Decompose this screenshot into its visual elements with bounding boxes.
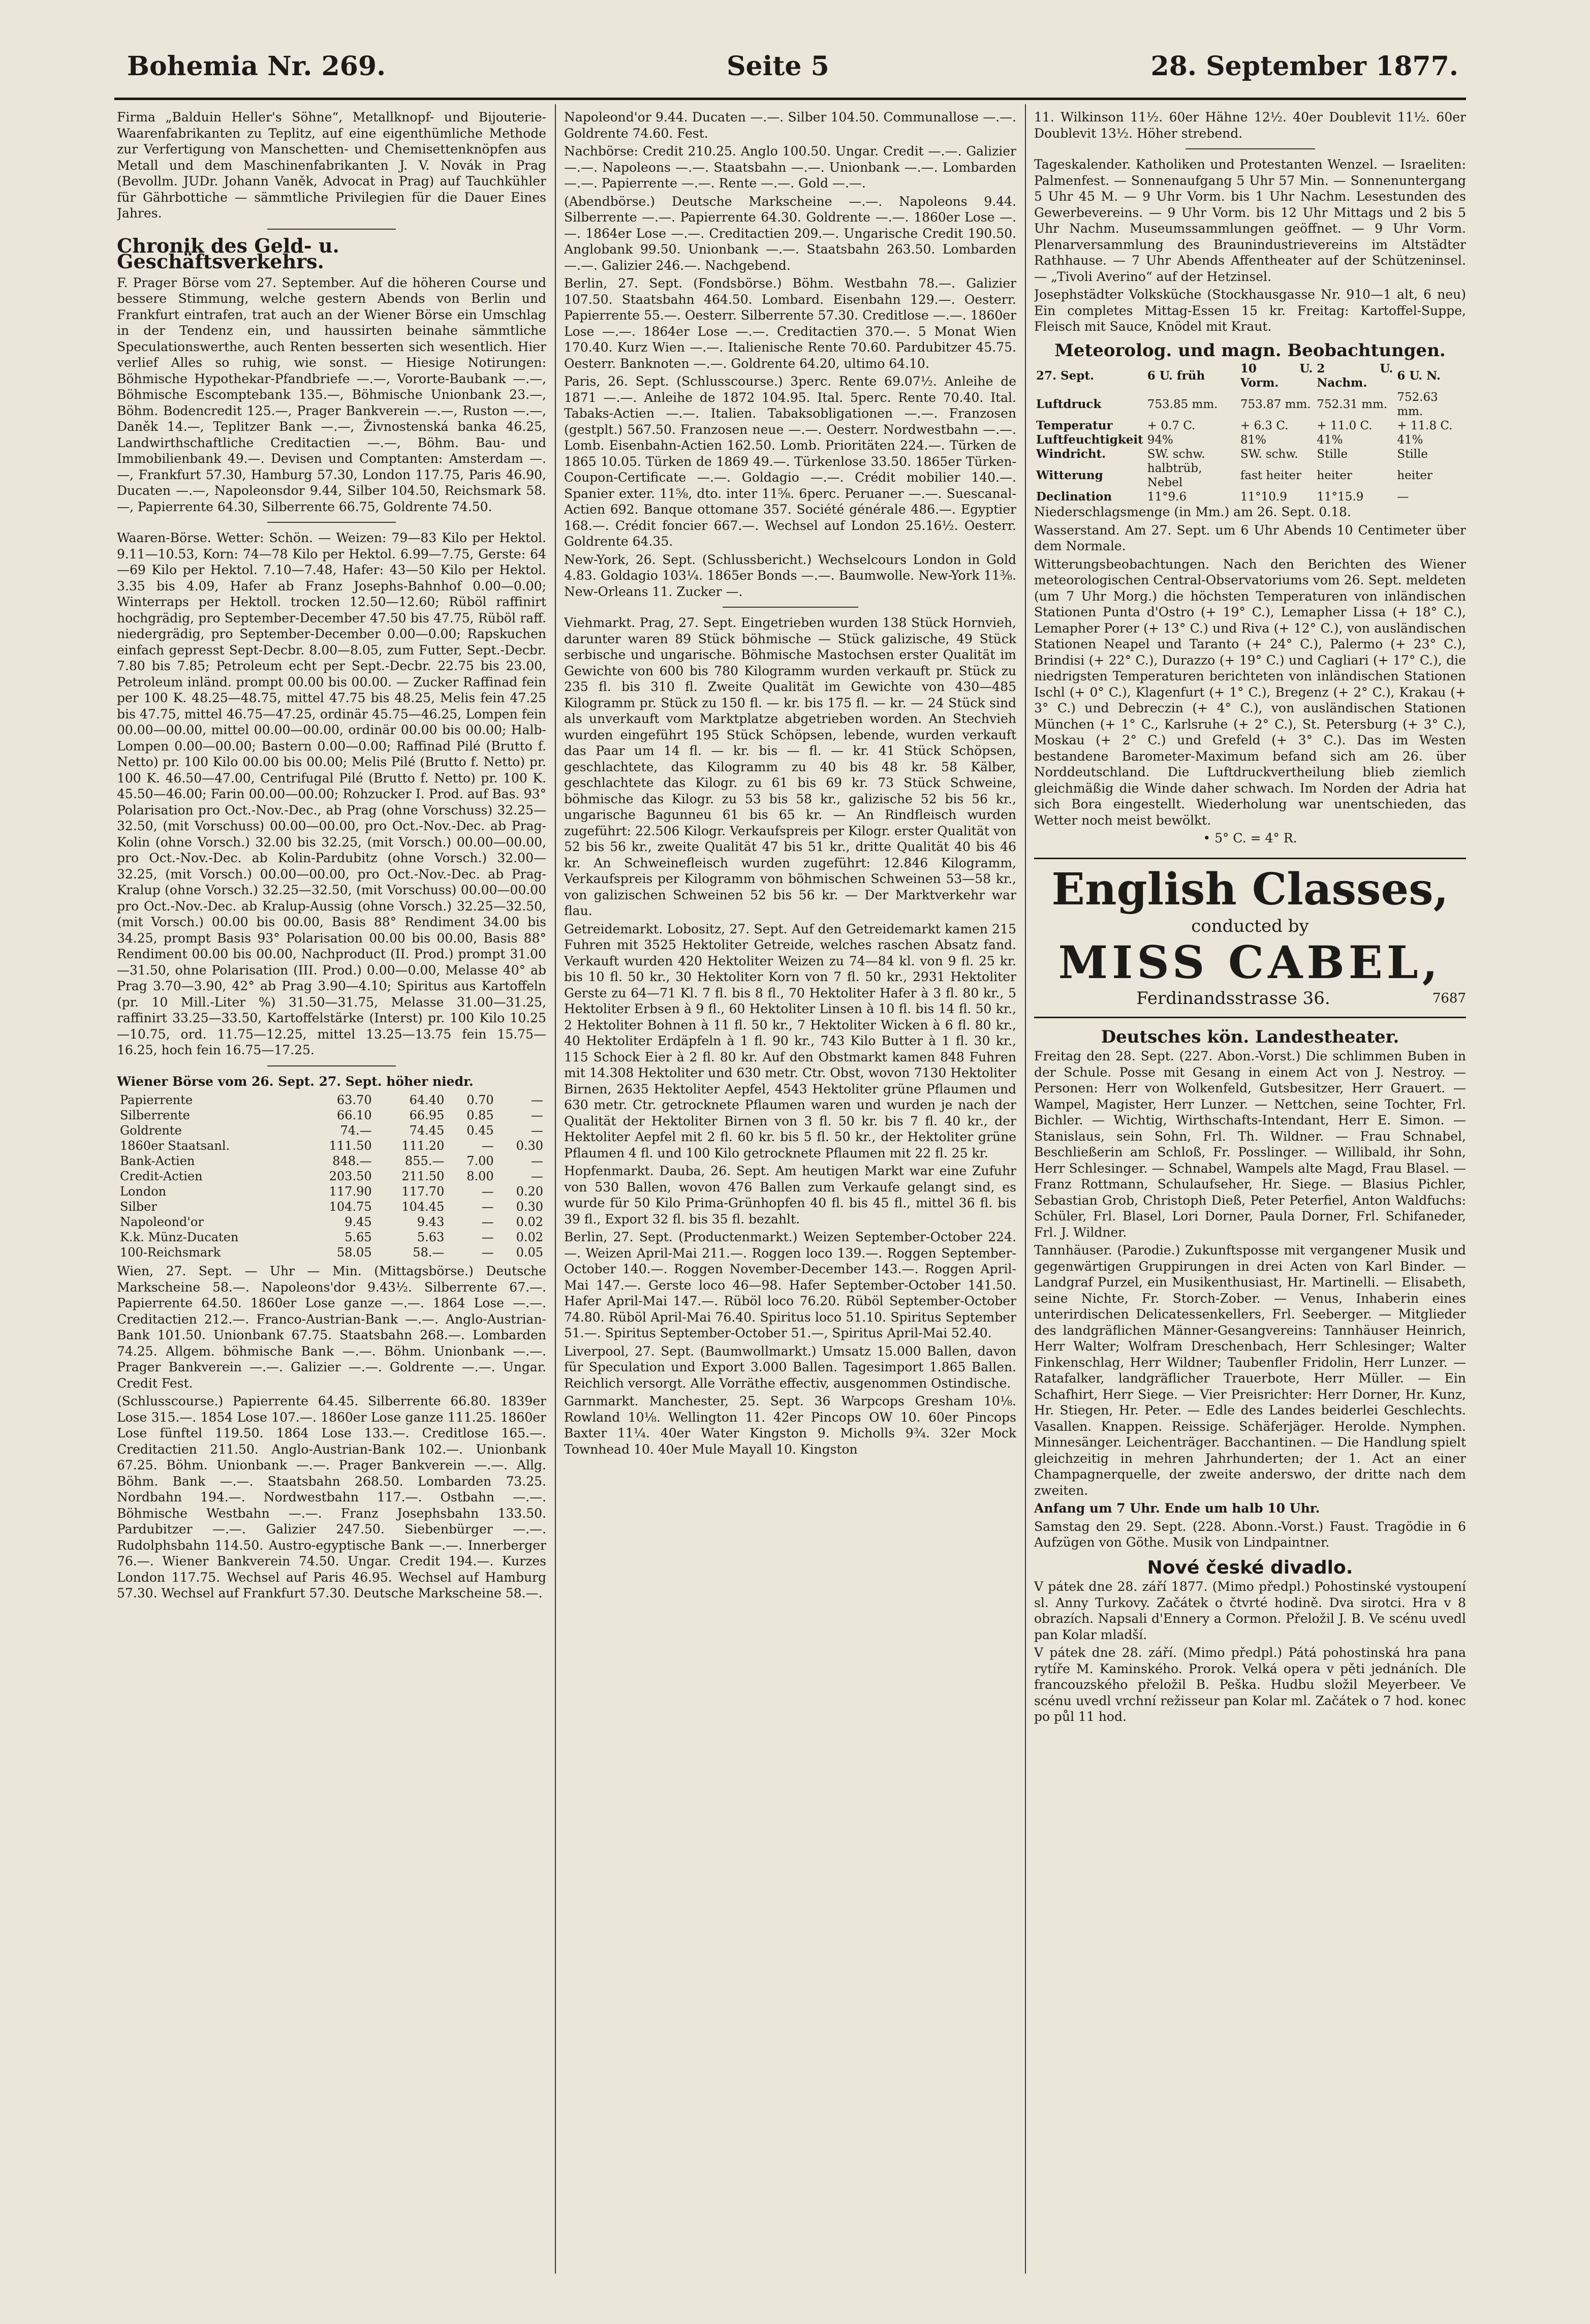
theater-times: Anfang um 7 Uhr. Ende um halb 10 Uhr. [1034, 1501, 1320, 1516]
table-cell: + 11.8 C. [1397, 419, 1453, 432]
witterung-paragraph: Witterungsbeobachtungen. Nach den Berichten des Wiener meteorologischen Central-Observatoriums vom 26. Sept. meldeten (um 7 Uhr Morg.) die höchsten Temperaturen von inländischen Stationen Punta d'Ostro (+ 19° C.), Lemapher Lissa (+ 18° C.), Lemapher Porer (+ 13° C.) und Riva (+ 12° C.), von ausländischen Stationen Neapel und Taranto (+ 24° C.), Palermo (+ 23° C.), Brindisi (+ 22° C.), Durazzo (+ 19° C.) und Cagliari (+ 17° C.), die niedrigsten Temperaturen berichteten von inländischen Stationen Ischl (+ 0° C.), Klagenfurt (+ 1° C.), Bregenz (+ 2° C.), Krakau (+ 3° C.) und Debreczin (+ 4° C.), von ausländischen Stationen München (+ 1° C., Karlsruhe (+ 2° C.), St. Petersburg (+ 3° C.), Moskau (+ 2° C.) und Grefeld (+ 3° C.). Das im Westen bestandene Barometer-Maximum befand sich am 26. über Norddeutschland. Die Luftdruckvertheilung blieb ziemlich gleichmäßig die Winde daher schwach. Im Norden der Adria hat sich Bora eingestellt. Wiederholung war unentschieden, das Wetter noch meist bewölkt. [1034, 556, 1466, 828]
table-cell: 11°9.6 [1147, 490, 1187, 504]
table-cell: Luftfeuchtigkeit [1036, 433, 1143, 447]
table-cell: — [481, 1215, 494, 1229]
table-row [1034, 390, 1466, 419]
volkskueche-paragraph: Josephstädter Volksküche (Stockhausgasse Nr. 910—1 alt, 6 neu) Ein completes Mittag-Essen 15 kr. Freitag: Kartoffel-Suppe, Fleisch mit Sauce, Knödel mit Kraut. [1034, 287, 1466, 334]
liverpool-paragraph: Liverpool, 27. Sept. (Baumwollmarkt.) Umsatz 15.000 Ballen, davon für Speculation und Export 3.000 Ballen. Tagesimport 1.865 Ballen. Reichlich versorgt. Alle Vorräthe effectiv, ausgenommen Ostindische. [564, 1343, 1016, 1391]
table-row [117, 1214, 546, 1230]
table-cell: halbtrüb, Nebel [1147, 462, 1202, 489]
niederschlag-paragraph: Niederschlagsmenge (in Mm.) am 26. Sept. 0.18. [1034, 505, 1351, 519]
table-cell: Silberrente [120, 1108, 190, 1122]
table-cell: 104.75 [329, 1200, 372, 1214]
table-row [1034, 433, 1466, 447]
table-cell: 9.43 [417, 1215, 445, 1229]
table-cell: + 6.3 C. [1240, 419, 1289, 432]
table-cell: 7.00 [466, 1154, 494, 1168]
table-cell: + 0.7 C. [1147, 419, 1196, 432]
column-2 [564, 109, 1016, 2269]
section-heading: Chronik des Geld- u. Geschäftsverkehrs. [117, 234, 339, 273]
theater-tannhaeuser: Tannhäuser. (Parodie.) Zukunftsposse mit vergangener Musik und gegenwärtigen Gruppirungen in drei Acten von Karl Binder. — Landgraf Purzel, ein Musikenthusiast, Hr. Martinelli. — Elisabeth, seine Nichte, Fr. Storch-Zober. — Venus, Inhaberin eines unterirdischen Delicatessenkellers, Frl. Seeberger. — Mitglieder des landgräflichen Männer-Gesangvereins: Tannhäuser Heinrich, Herr Walter; Wolfram Dreschenbach, Herr Schlesinger; Walter Finkenschlag, Herr Wildner; Taubenfler Fridolin, Herr Lunzer. — Ratafalker, landgräflicher Trauerbote, Herr Müller. — Ein Schafhirt, Herr Siege. — Vier Preisrichter: Herr Dorner, Hr. Kunz, Hr. Stiegen, Hr. Peter. — Edle des Landes beiderlei Geschlechts. Vasallen. Knappen. Reissige. Schäferjäger. Herolde. Nymphen. Minnesänger. Leichenträger. Bacchantinen. — Die Handlung spielt gleichzeitig in mehren Jahrhunderten; der 1. Act an einer Champagnerquelle, der zweite anderswo, der dritte nach dem zweiten. [1034, 1243, 1466, 1498]
column-divider [1025, 104, 1026, 2274]
privilege-paragraph: Firma „Balduin Heller's Söhne“, Metallknopf- und Bijouterie-Waarenfabrikanten zu Teplitz, auf eine eigenthümliche Methode zur Verfertigung von Manschetten- und Chemisettenknöpfen aus Metall und dem Maschinenfabrikanten J. V. Novák in Prag (Bevollm. JUDr. Johann Vaněk, Advocat in Prag) auf Tauchkühler für Gährbottiche — sämmtliche Privilegien für die Dauer Eines Jahres. [117, 110, 546, 221]
table-row [117, 1184, 546, 1199]
ad-name: MISS CABEL, [1058, 935, 1442, 989]
ad-address [1034, 987, 1466, 1010]
table-cell: heiter [1317, 469, 1353, 482]
table-cell: 117.70 [401, 1184, 445, 1199]
table-cell: 117.90 [329, 1184, 372, 1199]
header-rule [114, 98, 1466, 100]
column-divider [555, 104, 556, 2274]
table-cell: 74.45 [409, 1123, 445, 1138]
table-cell: 0.85 [466, 1108, 494, 1122]
table-cell: 100-Reichsmark [120, 1245, 221, 1260]
table-cell: Windricht. [1036, 447, 1106, 461]
table-header-cell: 6 U. N. [1397, 369, 1441, 383]
table-cell: 0.70 [466, 1093, 494, 1107]
table-cell: Witterung [1036, 468, 1103, 482]
table-cell: 203.50 [329, 1169, 372, 1183]
table-row [1034, 461, 1466, 490]
table-row [1034, 490, 1466, 504]
table-cell: Declination [1036, 490, 1112, 504]
table-cell: 58.05 [336, 1245, 372, 1260]
table-cell: SW. schw. [1240, 448, 1298, 461]
column-3 [1034, 109, 1466, 2269]
ad-street: Ferdinandsstrasse 36. [1136, 988, 1330, 1009]
berlin-producten-paragraph: Berlin, 27. Sept. (Productenmarkt.) Weizen September-October 224.—. Weizen April-Mai 211.—. Roggen loco 139.—. Roggen September-October 140.—. Roggen November-December 143.—. Roggen April-Mai 147.—. Gerste loco 46—98. Hafer September-October 141.50. Hafer April-Mai 147.—. Rüböl loco 76.20. Rüböl September-October 74.80. Rüböl April-Mai 76.40. Spiritus loco 51.10. Spiritus September 51.—. Spiritus September-October 51.—, Spiritus April-Mai 52.40. [564, 1230, 1016, 1340]
table-cell: Napoleond'or [120, 1215, 204, 1229]
table-row [117, 1245, 546, 1260]
table-row [1034, 419, 1466, 433]
table-cell: — [531, 1123, 543, 1138]
table-cell: — [481, 1245, 494, 1260]
scale-note: • 5° C. = 4° R. [1203, 831, 1297, 845]
ad-subline: conducted by [1191, 916, 1309, 936]
wien-mittag-paragraph: Wien, 27. Sept. — Uhr — Min. (Mittagsbörse.) Deutsche Markscheine 58.—. Napoleons'dor 9.43½. Silberrente 67.—. Papierrente 64.50. 1860er Lose ganze —.—. 1864 Lose —.—. Creditactien 212.—. Franco-Austrian-Bank —.—. Anglo-Austrian-Bank 101.50. Unionbank 67.75. Staatsbahn 268.—. Lombarden 74.25. Allgem. böhmische Bank —.—. Böhm. Unionbank —.—. Prager Bankverein —.—. Galizier —.—. Goldrente —.—. Ungar. Credit Fest. [117, 1264, 546, 1391]
table-header-cell: 2 U. Nachm. [1317, 362, 1393, 390]
table-cell: 0.30 [516, 1200, 543, 1214]
table-cell: 9.45 [345, 1215, 372, 1229]
table-cell: 5.63 [417, 1230, 445, 1244]
header-title: Bohemia Nr. 269. [127, 51, 386, 82]
table-cell: Goldrente [120, 1123, 182, 1138]
getreidemarkt-paragraph: Getreidemarkt. Lobositz, 27. Sept. Auf den Getreidemarkt kamen 215 Fuhren mit 3525 Hektoliter Getreide, welches raschen Absatz fand. Verkauft wurden 420 Hektoliter Weizen zu 74—84 kl. von 9 fl. 25 kr. bis 10 fl. 50 kr., 30 Hektoliter Korn von 7 fl. 50 kr., 2931 Hektoliter Gerste zu 64—71 Kl. 7 fl. bis 8 fl., 70 Hektoliter Hafer à 3 fl. 80 kr., 5 Hektoliter Erbsen à 9 fl., 60 Hektoliter Linsen à 10 fl. bis 14 fl. 50 kr., 2 Hektoliter Bohnen à 11 fl. 50 kr., 7 Hektoliter Wicken à 6 fl. 80 kr., 40 Hektoliter Erdäpfeln à 1 fl. 90 kr., 743 Kilo Butter à 1 fl. 30 kr., 115 Schock Eier à 2 fl. 80 kr. Auf den Obstmarkt kamen 848 Fuhren mit 14.308 Hektoliter und 630 metr. Ctr. Obst, wovon 7130 Hektoliter Birnen, 2635 Hektoliter Aepfel, 4543 Hektoliter grüne Pflaumen und 630 metr. Ctr. getrocknete Pflaumen waren und wurden je nach der Qualität der Hektoliter Birnen von 3 fl. 50 kr. bis 7 fl. 40 kr., der Hektoliter Aepfel mit 2 fl. 60 kr. bis 5 fl. 50 kr., der Hektoliter grüne Pflaumen 4 fl. und 100 Kilo getrocknete Pflaumen mit 22 fl. 25 kr. [564, 921, 1016, 1160]
table-header-cell: 27. Sept. [1036, 369, 1094, 383]
table-row [117, 1123, 546, 1138]
table-cell: — [481, 1230, 494, 1244]
garnmarkt-continued: 11. Wilkinson 11½. 60er Hähne 12½. 40er Doublevit 11½. 60er Doublevit 13½. Höher strebend. [1034, 110, 1466, 141]
table-cell: — [531, 1169, 543, 1183]
table-cell: 0.05 [516, 1245, 543, 1260]
table-cell: 81% [1240, 433, 1266, 447]
table-cell: Stille [1397, 448, 1428, 461]
table-cell: — [531, 1108, 543, 1122]
table-cell: 753.87 mm. [1240, 398, 1311, 411]
page-header [127, 51, 1458, 86]
table-cell: Silber [120, 1200, 157, 1214]
table-header-cell: 6 U. früh [1147, 369, 1205, 383]
table-cell: 58.— [413, 1245, 445, 1260]
table-cell: 0.02 [516, 1230, 543, 1244]
meteo-heading: Meteorolog. und magn. Beobachtungen. [1054, 340, 1446, 361]
berlin-fonds-paragraph: Berlin, 27. Sept. (Fondsbörse.) Böhm. Westbahn 78.—. Galizier 107.50. Staatsbahn 464.50. Lombard. Eisenbahn 129.—. Oesterr. Papierrente 55.—. Oesterr. Silberrente 57.30. Creditlose —.—. 1860er Lose —.—. 1864er Lose —.—. Creditactien 370.—. 5 Monat Wien 170.40. Kurz Wien —.—. Italienische Rente 70.60. Pardubitzer 45.75. Oesterr. Banknoten —.—. Goldrente 64.20, ultimo 64.10. [564, 276, 1016, 371]
ad-headline: English Classes, [1051, 863, 1449, 915]
paris-paragraph: Paris, 26. Sept. (Schlusscourse.) 3perc. Rente 69.07½. Anleihe de 1871 —.—. Anleihe de 1872 104.95. Ital. 5perc. Rente 70.40. Ital. Tabaks-Actien —.—. Italien. Tabaksobligationen —.—. Franzosen (gestplt.) 567.50. Franzosen neue —.—. Oesterr. Nordwestbahn —.—. Lomb. Eisenbahn-Actien 162.50. Lomb. Prioritäten 224.—. Türken de 1865 10.05. Türken de 1869 49.—. Türkenlose 33.50. 1865er Türken-Coupon-Certificate —.—. Goldagio —.—. Crédit mobilier 140.—. Spanier exter. 11⅝, dto. inter 11⅝. 6perc. Peruaner —.—. Suescanal-Actien 692. Banque ottomane 357. Société générale 486.—. Egyptier 168.—. Crédit foncier 667.—. Wechsel auf London 25.16½. Oesterr. Goldrente 64.35. [564, 374, 1016, 549]
table-cell: Credit-Actien [120, 1169, 203, 1183]
table-cell: 94% [1147, 433, 1173, 447]
separator [267, 522, 396, 523]
table-cell: — [531, 1093, 543, 1107]
table-cell: 74.— [340, 1123, 372, 1138]
table-row [117, 1108, 546, 1123]
table-cell: 41% [1397, 433, 1423, 447]
table-cell: 8.00 [466, 1169, 494, 1183]
viehmarkt-paragraph: Viehmarkt. Prag, 27. Sept. Eingetrieben wurden 138 Stück Hornvieh, darunter waren 89 Stück böhmische — Stück galizische, 49 Stück serbische und ungarische. Böhmische Mastochsen erster Qualität im Gewichte von 600 bis 780 Kilogramm wurden verkauft pr. Stück zu 235 fl. bis 310 fl. Zweite Qualität im Gewichte von 430—485 Kilogramm pr. Stück zu 150 fl. — kr. bis 175 fl. — kr. — 24 Stück sind als unverkauft vom Marktplatze abgetrieben worden. An Stechvieh wurden eingeführt 195 Stück Schöpsen, lebende, wurden verkauft das Paar um 14 fl. — kr. bis — fl. — kr. 41 Stück Schöpsen, geschlachtete, das Kilogramm zu 40 bis 48 kr. 58 Kälber, geschlachtete das Kilogr. zu 61 bis 69 kr. 73 Stück Schweine, böhmische das Kilogr. zu 53 bis 58 kr., galizische 52 bis 56 kr., ungarische Bagunneu 61 bis 65 kr. — An Rindfleisch wurden zugeführt: 22.506 Kilogr. Verkaufspreis per Kilogr. erster Qualität von 52 bis 56 kr., zweite Qualität 47 bis 51 kr., dritte Qualität 40 bis 46 kr. An Schweinefleisch wurden zugeführt: 12.846 Kilogramm, Verkaufspreis per Kilogramm von böhmischen Schweinen 53—58 kr., von galizischen Schweinen 52 bis 56 kr. — Der Marktverkehr war flau. [564, 615, 1016, 918]
table-cell: — [1397, 490, 1409, 504]
table-cell: 848.— [332, 1154, 372, 1168]
table-cell: 752.31 mm. [1317, 398, 1388, 411]
market-paragraph: Napoleond'or 9.44. Ducaten —.—. Silber 104.50. Communallose —.—. Goldrente 74.60. Fest. [564, 110, 1016, 141]
waaren-boerse-paragraph: Waaren-Börse. Wetter: Schön. — Weizen: 79—83 Kilo per Hektol. 9.11—10.53, Korn: 74—78 Kilo per Hektol. 6.99—7.75, Gerste: 64—69 Kilo per Hektol. 7.10—7.48, Hafer: 43—50 Kilo per Hektol. 3.35 bis 4.09, Hafer ab Franz Josephs-Bahnhof 0.00—0.00; Winterraps per Hektoll. trocken 12.50—12.60; Rüböl raffinirt hochgrädig, pro September-December 47.50 bis 47.75, Rüböl raff. niedergrädig, pro September-December 0.00—0.00; Rapskuchen einfach gepresst Sept-Decbr. 8.00—8.05, zum Futter, Sept.-Decbr. 7.80 bis 7.85; Petroleum echt per Sept.-Decbr. 22.75 bis 23.00, Petroleum inländ. prompt 00.00 bis 00.00. — Zucker Raffinad fein per 100 K. 48.25—48.75, mittel 47.75 bis 48.25, Melis fein 47.25 bis 47.75, mittel 46.75—47.25, ordinär 45.75—46.25, Lompen fein 00.00—00.00, mittel 00.00—00.00, ordinär 00.00 bis 00.00; Halb-Lompen 0.00—00.00; Bastern 0.00—0.00; Raffinad Pilé (Brutto f. Netto) pr. 100 Kilo 00.00 bis 00.00; Melis Pilé (Brutto f. Netto) pr. 100 K. 46.50—47.00, Centrifugal Pilé (Brutto f. Netto) pr. 100 K. 45.50—46.00; Farin 00.00—00.00; Rohzucker I. Prod. auf Bas. 93° Polarisation pro Oct.-Nov.-Dec., ab Prag (ohne Vorschuss) 32.25—32.50, (mit Vorschuss) 00.00—00.00, pro Oct.-Nov.-Dec. ab Prag-Kolin (ohne Vorsch.) 32.00 bis 32.25, (mit Vorsch.) 00.00—00.00, pro Oct.-Nov.-Dec. ab Kolin-Pardubitz (ohne Vorsch.) 32.00—32.25, (mit Vorsch.) 00.00—00.00, pro Oct.-Nov.-Dec. ab Prag-Kralup (ohne Vorsch.) 32.25—32.50, (mit Vorschuss) 00.00—00.00 pro Oct.-Nov.-Dec. ab Kralup-Aussig (ohne Vorsch.) 32.25—32.50, (mit Vorsch.) 00.00 bis 00.00, Basis 88° Rendiment 34.00 bis 34.25, prompt Basis 93° Polarisation 00.00 bis 00.00, Basis 88° Rendiment 00.00 bis 00.00, Nachproduct (II. Prod.) prompt 31.00—31.50, ohne Polarisation (III. Prod.) 0.00—0.00, Melasse 40° ab Prag 3.70—3.90, 42° ab Prag 3.90—4.10; Spiritus aus Kartoffeln (pr. 10 Mill.-Liter %) 31.50—31.75, Melasse 31.00—31.25, raffinirt 33.25—33.50, Kartoffelstärke (Interst) pr. 100 Kilo 10.25—10.75, ord. 11.75—12.25, mittel 13.25—13.75 fein 15.75—16.25, hoch fein 16.75—17.25. [117, 530, 546, 1057]
header-date: 28. September 1877. [1150, 51, 1458, 82]
table-cell: Luftdruck [1036, 397, 1102, 411]
theater-heading: Deutsches kön. Landestheater. [1101, 1026, 1399, 1047]
table-cell: Stille [1317, 448, 1348, 461]
table-row [117, 1230, 546, 1245]
abendboerse-paragraph: (Abendbörse.) Deutsche Markscheine —.—. Napoleons 9.44. Silberrente —.—. Papierrente 64.30. Goldrente —.—. 1860er Lose —.—. 1864er Lose —.—. Creditactien 209.—. Ungarische Credit 190.50. Anglobank 99.50. Unionbank —.—. Staatsbahn 263.50. Lombarden —.—. Galizier 246.—. Nachgebend. [564, 194, 1016, 273]
table-cell: Papierrente [120, 1093, 193, 1107]
table-row [1034, 447, 1466, 461]
table-row [117, 1138, 546, 1153]
wien-schluss-paragraph: (Schlusscourse.) Papierrente 64.45. Silberrente 66.80. 1839er Lose 315.—. 1854 Lose 107.—. 1860er Lose ganze 111.25. 1860er Lose fünftel 119.50. 1864 Lose 133.—. Creditlose 165.—. Creditactien 211.50. Anglo-Austrian-Bank 102.—. Unionbank 67.25. Böhm. Unionbank —.—. Prager Bankverein —.—. Allg. Böhm. Bank —.—. Staatsbahn 268.50. Lombarden 73.25. Nordbahn 194.—. Nordwestbahn 117.—. Ostbahn —.—. Böhmische Westbahn —.—. Franz Josephsbahn 133.50. Pardubitzer —.—. Galizier 247.50. Siebenbürger —.—. Rudolphsbahn 114.50. Austro-egyptische Bank —.—. Innerberger 76.—. Wiener Bankverein 74.50. Ungar. Credit 194.—. Kurzes London 117.75. Wechsel auf Paris 46.95. Wechsel auf Hamburg 57.30. Wechsel auf Frankfurt 57.30. Deutsche Markscheine 58.—. [117, 1394, 546, 1600]
table-cell: Temperatur [1036, 419, 1113, 432]
table-header-cell: 10 U. Vorm. [1240, 362, 1313, 390]
theater-saturday: Samstag den 29. Sept. (228. Abonn.-Vorst.) Faust. Tragödie in 6 Aufzügen von Göthe. Musik von Lindpaintner. [1034, 1519, 1466, 1550]
table-cell: heiter [1397, 469, 1432, 482]
separator [1186, 148, 1315, 149]
table-cell: 104.45 [401, 1200, 445, 1214]
table-cell: 0.45 [466, 1123, 494, 1138]
separator [267, 229, 396, 230]
table-cell: 66.95 [409, 1108, 445, 1122]
table-cell: + 11.0 C. [1317, 419, 1373, 432]
separator [723, 607, 858, 608]
czech-theater-p2: V pátek dne 28. září. (Mimo předpl.) Pátá pohostinská hra pana rytíře M. Kaminského. Prorok. Velká opera v pěti jednáních. Dle francouzského přeložil B. Peška. Hudbu složil Meyerbeer. Ve scénu uvedl vrchní režisseur pan Kolar ml. Začátek o 7 hod. konec po půl 11 hod. [1034, 1645, 1466, 1724]
column-1 [117, 109, 546, 2269]
table-cell: — [481, 1184, 494, 1199]
table-row [117, 1092, 546, 1108]
table-cell: 0.20 [516, 1184, 543, 1199]
tageskalender-paragraph: Tageskalender. Katholiken und Protestanten Wenzel. — Israeliten: Palmenfest. — Sonnenaufgang 5 Uhr 57 Min. — Sonnenuntergang 5 Uhr 45 M. — 9 Uhr Vorm. bis 1 Uhr Nachm. Lesestunden des Gewerbevereins. — 9 Uhr Vorm. bis 12 Uhr Mittags und 2 bis 5 Uhr Nachm. Museumssammlungen geöffnet. — 9 Uhr Vorm. Plenarversammlung des Braunindustrievereins im Altstädter Rathhause. — 7 Uhr Abends Affentheater auf der Schützeninsel. — „Tivoli Averino“ auf der Hetzinsel. [1034, 157, 1466, 284]
table-cell: 0.30 [516, 1139, 543, 1153]
table-cell: SW. schw. [1147, 448, 1205, 461]
table-cell: fast heiter [1240, 469, 1302, 482]
czech-theater-p1: V pátek dne 28. září 1877. (Mimo předpl.) Pohostinské vystoupení sl. Anny Turkovy. Začátek o čtvrté hodině. Dva sirotci. Hra v 8 obrazích. Napsali d'Ennery a Cormon. Přeložil J. B. Ve scénu uvedl pan Kolar mladší. [1034, 1579, 1466, 1642]
table-cell: 753.85 mm. [1147, 398, 1218, 411]
table-cell: 64.40 [409, 1093, 445, 1107]
header-page-number: Seite 5 [727, 51, 829, 82]
table-row [117, 1153, 546, 1169]
table-cell: 111.20 [401, 1139, 445, 1153]
prager-boerse-paragraph: F. Prager Börse vom 27. September. Auf die höheren Course und bessere Stimmung, welche gestern Abends von Berlin und Frankfurt eintrafen, trat auch an der Wiener Börse ein Umschlag in der Tendenz ein, und haussirten beinahe sämmtliche Speculationswerthe, auch Renten besserten sich wesentlich. Hier verlief Alles so ruhig, wie sonst. — Hiesige Notirungen: Böhmische Hypothekar-Pfandbriefe —.—, Vororte-Baubank —.—, Böhmische Escomptebank 135.—, Böhmische Unionbank 23.—, Böhm. Bodencredit 125.—, Prager Bankverein —.—, Ruston —.—, Daněk 14.—, Teplitzer Bank —.—, Živnostenská banka 46.25, Landwirthschaftliche Creditactien —.—, Böhm. Bau- und Immobilienbank 49.—. Devisen und Comptanten: Amsterdam —.—, Frankfurt 57.30, Hamburg 57.30, London 117.75, Paris 46.90, Ducaten —.—, Napoleonsdor 9.44, Silber 104.50, Reichsmark 58.—, Papierrente 64.30, Silberrente 66.75, Goldrente 74.50. [117, 275, 546, 514]
theater-friday: Freitag den 28. Sept. (227. Abon.-Vorst.) Die schlimmen Buben in der Schule. Posse mit Gesang in einem Act von J. Nestroy. — Personen: Herr von Wolkenfeld, Gutsbesitzer, Herr Grauert. — Wampel, Magister, Herr Lunzer. — Nettchen, seine Tochter, Frl. Bichler. — Wichtig, Wirthschafts-Intendant, Herr E. Simon. — Stanislaus, sein Sohn, Frl. Th. Wildner. — Frau Schnabel, Beschließerin am Schloß, Fr. Posslinger. — Willibald, ihr Sohn, Herr Schlesinger. — Schnabel, Wampels alte Magd, Frau Blasel. — Franz Rottmann, Schulaufseher, Hr. Siege. — Blasius Pichler, Sebastian Grob, Christoph Dieß, Peter Peterfiel, Anton Waldfuchs: Schüler, Frl. Blasel, Lori Dorner, Paula Dorner, Frl. Schifaneder, Frl. J. Wildner. [1034, 1049, 1466, 1240]
wiener-boerse-table [117, 1092, 546, 1260]
table-cell: 1860er Staatsanl. [120, 1139, 230, 1153]
table-cell: 66.10 [336, 1108, 372, 1122]
table-cell: — [481, 1139, 494, 1153]
table-cell: 41% [1317, 433, 1343, 447]
table-cell: 5.65 [345, 1230, 372, 1244]
wasserstand-paragraph: Wasserstand. Am 27. Sept. um 6 Uhr Abends 10 Centimeter über dem Normale. [1034, 522, 1466, 553]
table-cell: 111.50 [329, 1139, 372, 1153]
table-cell: — [531, 1154, 543, 1168]
table-cell: 855.— [404, 1154, 445, 1168]
table-cell: — [481, 1200, 494, 1214]
table-cell: Bank-Actien [120, 1154, 195, 1168]
table-row [117, 1199, 546, 1214]
wiener-boerse-heading: Wiener Börse vom 26. Sept. 27. Sept. höher niedr. [117, 1074, 474, 1089]
garnmarkt-paragraph: Garnmarkt. Manchester, 25. Sept. 36 Warpcops Gresham 10⅛. Rowland 10⅛. Wellington 11. 42er Pincops OW 10. 60er Pincops Baxter 11¼. 40er Water Kingston 9. Micholls 9¾. 32er Mock Townhead 10. 40er Mule Mayall 10. Kingston [564, 1394, 1016, 1457]
english-classes-ad [1034, 858, 1466, 1018]
table-cell: 0.02 [516, 1215, 543, 1229]
nachboerse-paragraph: Nachbörse: Credit 210.25. Anglo 100.50. Ungar. Credit —.—. Galizier —.—. Napoleons —.—. Staatsbahn —.—. Unionbank —.—. Lombarden —.—. Papierrente —.—. Rente —.—. Gold —.—. [564, 144, 1016, 191]
table-cell: 211.50 [401, 1169, 445, 1183]
table-row [117, 1169, 546, 1184]
table-cell: 11°10.9 [1240, 490, 1287, 504]
table-cell: 63.70 [336, 1093, 372, 1107]
hopfenmarkt-paragraph: Hopfenmarkt. Dauba, 26. Sept. Am heutigen Markt war eine Zufuhr von 530 Ballen, wovon 476 Ballen zum Verkaufe gelangt sind, es wurde für 50 Kilo Prima-Grünhopfen 40 fl. bis 45 fl., mittel 36 fl. bis 39 fl., Export 32 fl. bis 35 fl. bezahlt. [564, 1164, 1016, 1227]
newyork-paragraph: New-York, 26. Sept. (Schlussbericht.) Wechselcours London in Gold 4.83. Goldagio 103¼. 1865er Bonds —.—. Baumwolle. New-York 11⅜. New-Orleans 11. Zucker —. [564, 552, 1016, 599]
separator [267, 1065, 396, 1066]
ad-number: 7687 [1432, 990, 1466, 1006]
czech-theater-heading: Nové české divadlo. [1147, 1557, 1353, 1578]
table-cell: London [120, 1184, 167, 1199]
table-cell: 11°15.9 [1317, 490, 1364, 504]
meteo-table [1034, 362, 1466, 504]
table-cell: 752.63 mm. [1397, 391, 1438, 418]
table-cell: K.k. Münz-Ducaten [120, 1230, 239, 1244]
